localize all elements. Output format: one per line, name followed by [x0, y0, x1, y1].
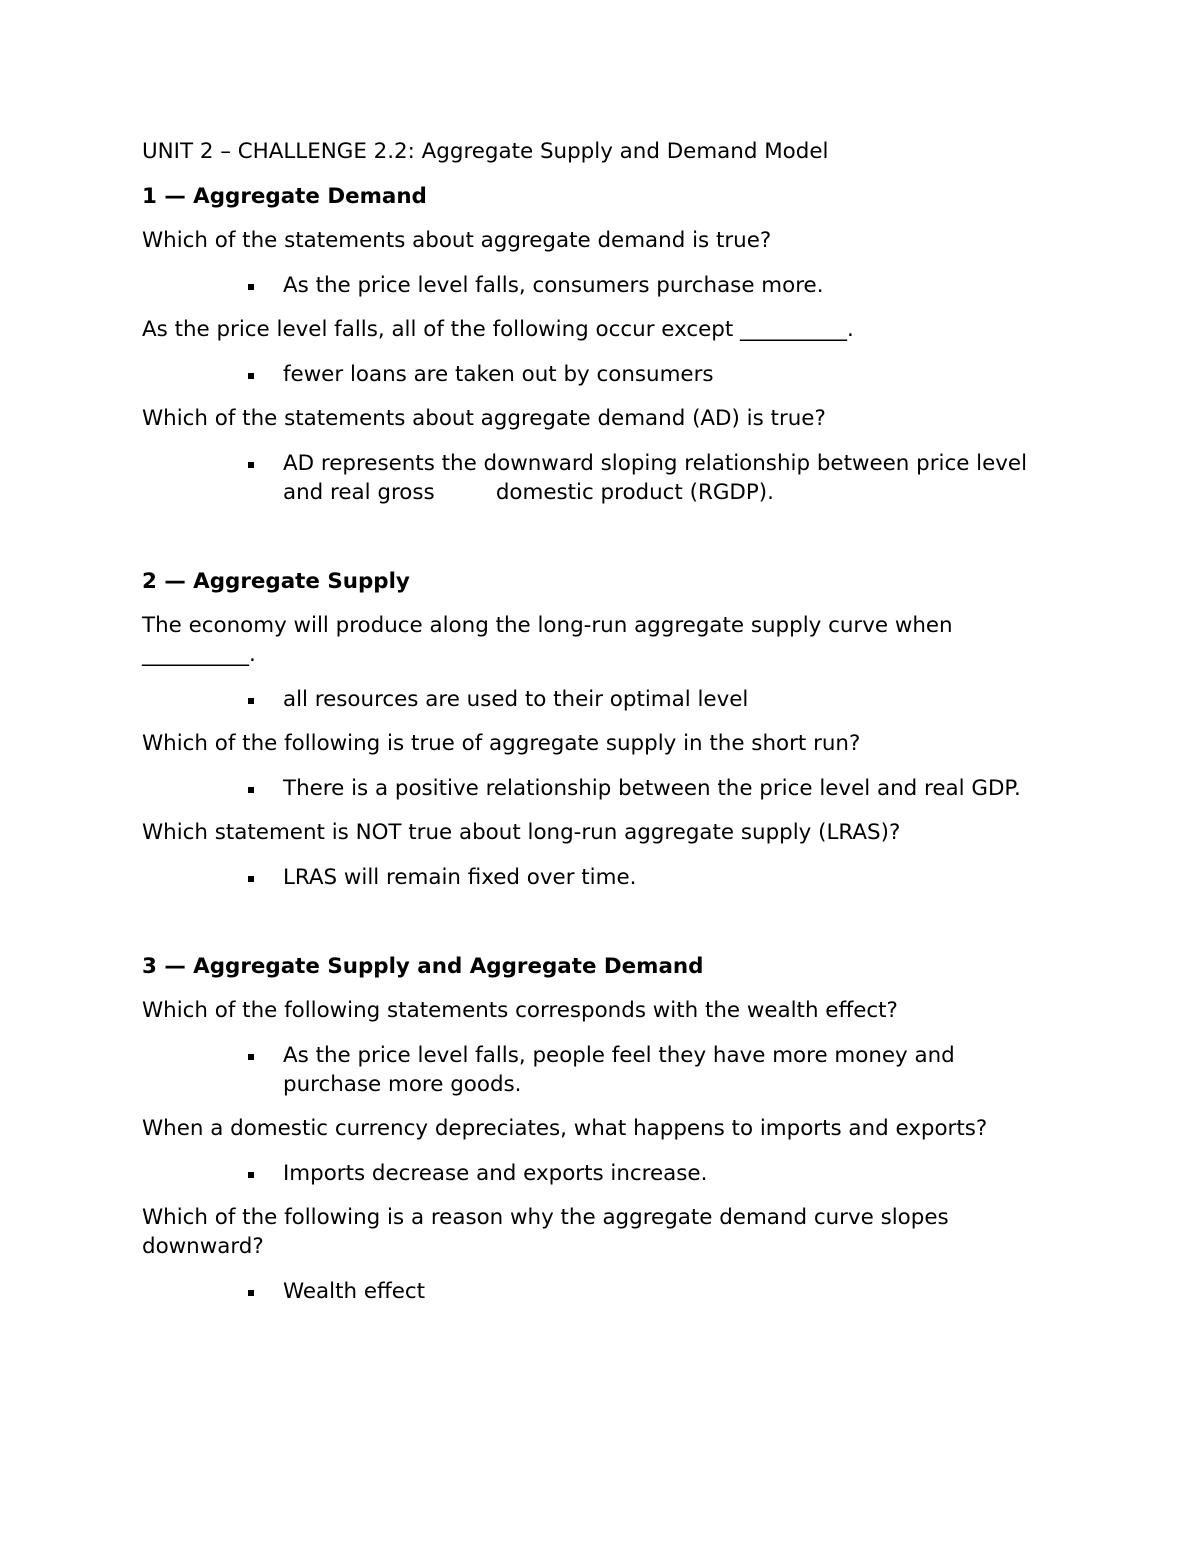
section-heading-text: 1 — Aggregate Demand [142, 183, 427, 209]
section-heading [142, 567, 1200, 596]
bullet-icon [248, 462, 254, 468]
question [142, 818, 1200, 847]
answer-bullet-item [283, 1159, 1200, 1188]
answer-bullet-item [283, 774, 1200, 803]
question [142, 315, 1200, 344]
question-line: When a domestic currency depreciates, what happens to imports and exports? [142, 1116, 988, 1141]
answer-line: As the price level falls, consumers purchase more. [283, 272, 824, 298]
answer-bullet-item [283, 360, 1200, 389]
document-title [142, 137, 1200, 166]
answer-line: LRAS will remain fixed over time. [283, 864, 637, 890]
section-heading [142, 952, 1200, 981]
answer-line: purchase more goods. [283, 1071, 522, 1097]
question-line: Which of the following statements corresponds with the wealth effect? [142, 998, 898, 1023]
answer-bullet-item [283, 1277, 1200, 1306]
answer-line: As the price level falls, people feel they have more money and [283, 1042, 955, 1068]
answer-bullet-item [283, 449, 1200, 507]
section-aggregate-supply [142, 567, 1200, 892]
answer-bullet-item [283, 1041, 1200, 1099]
question [142, 1114, 1200, 1143]
bullet-icon [248, 373, 254, 379]
bullet-icon [248, 787, 254, 793]
question [142, 996, 1200, 1025]
bullet-icon [248, 1172, 254, 1178]
answer-bullet-item [283, 271, 1200, 300]
question-line: Which of the following is a reason why the aggregate demand curve slopes [142, 1205, 949, 1230]
question-line: __________. [142, 642, 256, 667]
question-line: Which statement is NOT true about long-run aggregate supply (LRAS)? [142, 820, 901, 845]
question [142, 729, 1200, 758]
answer-line: all resources are used to their optimal level [283, 686, 749, 712]
section-heading [142, 182, 1200, 211]
question [142, 1203, 1200, 1261]
answer-bullet-item [283, 863, 1200, 892]
bullet-icon [248, 876, 254, 882]
question-line: Which of the statements about aggregate demand (AD) is true? [142, 406, 826, 431]
bullet-icon [248, 284, 254, 290]
bullet-icon [248, 698, 254, 704]
answer-bullet-item [283, 685, 1200, 714]
answer-line: Wealth effect [283, 1278, 426, 1304]
question [142, 404, 1200, 433]
question-line: As the price level falls, all of the following occur except __________. [142, 317, 854, 342]
section-spacer [142, 522, 1200, 551]
question-line: downward? [142, 1234, 264, 1259]
section-aggregate-demand [142, 182, 1200, 507]
answer-line: fewer loans are taken out by consumers [283, 361, 714, 387]
section-aggregate-supply-and-demand [142, 952, 1200, 1306]
section-heading-text: 3 — Aggregate Supply and Aggregate Demand [142, 953, 704, 979]
bullet-icon [248, 1054, 254, 1060]
question-line: Which of the following is true of aggregate supply in the short run? [142, 731, 861, 756]
bullet-icon [248, 1290, 254, 1296]
question-line: Which of the statements about aggregate demand is true? [142, 228, 772, 253]
section-heading-text: 2 — Aggregate Supply [142, 568, 410, 594]
question-line: The economy will produce along the long-run aggregate supply curve when [142, 613, 953, 638]
answer-line: There is a positive relationship between the price level and real GDP. [283, 775, 1021, 801]
question [142, 226, 1200, 255]
title-line: UNIT 2 – CHALLENGE 2.2: Aggregate Supply and Demand Model [142, 139, 829, 164]
section-spacer [142, 907, 1200, 936]
answer-line: and real gross domestic product (RGDP). [283, 479, 774, 505]
answer-line: AD represents the downward sloping relationship between price level [283, 450, 1028, 476]
answer-line: Imports decrease and exports increase. [283, 1160, 708, 1186]
question [142, 611, 1200, 669]
